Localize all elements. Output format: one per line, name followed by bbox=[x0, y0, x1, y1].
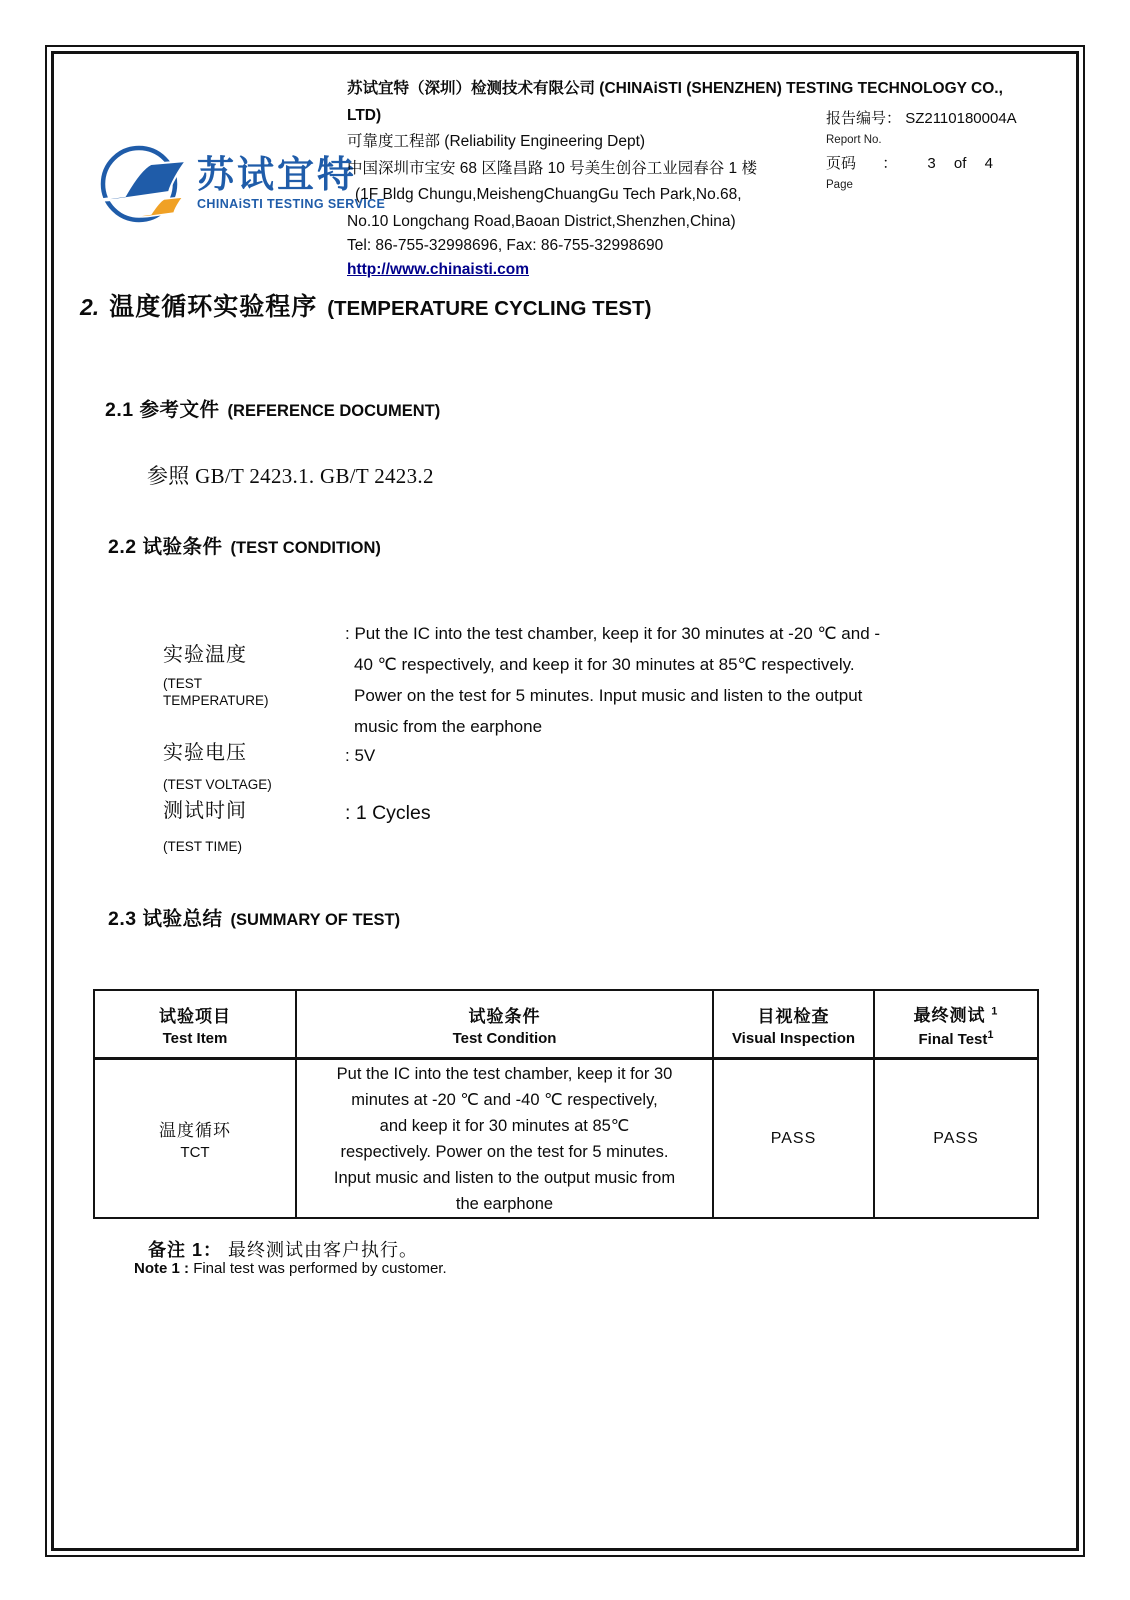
summary-table bbox=[93, 989, 1039, 1219]
test-temperature-label-en2: TEMPERATURE) bbox=[163, 692, 269, 708]
summary-table-data-row bbox=[94, 1059, 1038, 1219]
visual-inspection-result: PASS bbox=[770, 1129, 817, 1147]
test-item-cn: 温度循环 bbox=[159, 1121, 231, 1140]
company-website-link[interactable]: http://www.chinaisti.com bbox=[347, 261, 529, 278]
summary-table-header-row bbox=[94, 990, 1038, 1059]
cell-test-condition bbox=[296, 1059, 713, 1219]
company-logo bbox=[95, 138, 385, 229]
condition-line: Put the IC into the test chamber, keep it for 30 bbox=[336, 1064, 673, 1083]
test-condition-text bbox=[297, 1061, 712, 1217]
test-voltage-label bbox=[163, 736, 272, 794]
chinaisti-logo-icon bbox=[95, 138, 187, 229]
heading-summary-en: (SUMMARY OF TEST) bbox=[230, 911, 401, 929]
note-1-cn-text: 最终测试由客户执行。 bbox=[228, 1240, 419, 1260]
header-cell-test-item bbox=[94, 990, 296, 1059]
section-title-cn: 温度循环实验程序 bbox=[109, 293, 318, 321]
test-voltage-value: : 5V bbox=[345, 746, 376, 765]
test-temperature-value bbox=[345, 618, 1035, 742]
reference-standards-text: 参照 GB/T 2423.1. GB/T 2423.2 bbox=[147, 464, 434, 488]
page-of-word: of bbox=[953, 155, 967, 172]
section-title-en: (TEMPERATURE CYCLING TEST) bbox=[327, 297, 652, 320]
heading-summary-of-test bbox=[108, 903, 400, 931]
test-temperature-label bbox=[163, 638, 269, 709]
header-test-item-cn: 试验项目 bbox=[159, 1006, 231, 1026]
page-sublabel: Page bbox=[826, 179, 853, 191]
note-1-cn bbox=[148, 1236, 418, 1262]
report-no-line bbox=[826, 110, 1076, 128]
heading-summary-cn: 2.3 试验总结 bbox=[108, 908, 223, 930]
cell-visual-inspection-result bbox=[713, 1059, 874, 1219]
note-1-en-label: Note 1 : bbox=[134, 1260, 190, 1277]
company-name-line1: 苏试宜特（深圳）检测技术有限公司 (CHINAiSTI (SHENZHEN) TESTING TECHNOLOGY CO., bbox=[347, 80, 1003, 97]
heading-condition-cn: 2.2 试验条件 bbox=[108, 536, 223, 558]
company-address-en1: (1F Bldg Chungu,MeishengChuangGu Tech Park,No.68, bbox=[355, 186, 742, 203]
company-dept: 可靠度工程部 (Reliability Engineering Dept) bbox=[347, 133, 646, 150]
heading-reference-document bbox=[105, 394, 440, 422]
cell-test-item bbox=[94, 1059, 296, 1219]
note-1-en-text: Final test was performed by customer. bbox=[193, 1260, 447, 1277]
test-time-label-en: (TEST TIME) bbox=[163, 839, 243, 854]
test-time-label bbox=[163, 794, 247, 856]
header-test-condition-en: Test Condition bbox=[452, 1029, 557, 1047]
company-telfax: Tel: 86-755-32998696, Fax: 86-755-32998690 bbox=[347, 237, 664, 254]
final-test-result: PASS bbox=[933, 1129, 979, 1147]
cell-final-test-result bbox=[874, 1059, 1038, 1219]
condition-line: Input music and listen to the output music from bbox=[333, 1168, 676, 1187]
heading-reference-en: (REFERENCE DOCUMENT) bbox=[227, 402, 441, 420]
header-cell-visual-inspection bbox=[713, 990, 874, 1059]
header-cell-final-test bbox=[874, 990, 1038, 1059]
report-no-value: SZ2110180004A bbox=[905, 110, 1017, 127]
page-border-inner bbox=[51, 51, 1079, 1551]
test-voltage-label-en: (TEST VOLTAGE) bbox=[163, 777, 272, 792]
test-temperature-label-en1: (TEST bbox=[163, 676, 202, 691]
page-number-line bbox=[826, 155, 1076, 173]
header-final-test-cn: 最终测试 $^1$ bbox=[913, 1004, 999, 1025]
brand-name-cn: 苏试宜特 bbox=[197, 154, 357, 196]
condition-line: the earphone bbox=[455, 1194, 554, 1213]
header-final-test-en: Final Test$^1$ bbox=[918, 1028, 994, 1048]
company-name-line2: LTD) bbox=[347, 106, 382, 124]
header-test-condition-cn: 试验条件 bbox=[468, 1006, 541, 1026]
condition-line: minutes at -20 ℃ and -40 ℃ respectively, bbox=[351, 1090, 658, 1109]
test-temperature-label-cn: 实验温度 bbox=[163, 644, 247, 666]
section-number: 2. bbox=[80, 294, 100, 320]
test-item-en: TCT bbox=[180, 1144, 210, 1161]
header-visual-inspection-en: Visual Inspection bbox=[731, 1029, 856, 1047]
page-total: 4 bbox=[984, 155, 993, 172]
page-label: 页码 bbox=[826, 155, 857, 172]
company-address-en2: No.10 Longchang Road,Baoan District,Shenzhen,China) bbox=[347, 212, 736, 230]
heading-test-condition bbox=[108, 531, 381, 559]
report-no-sublabel: Report No. bbox=[826, 134, 882, 146]
test-time-value: : 1 Cycles bbox=[345, 802, 431, 824]
test-temperature-value-line3: Power on the test for 5 minutes. Input music and listen to the output bbox=[354, 686, 863, 705]
company-address-cn: 中国深圳市宝安 68 区隆昌路 10 号美生创谷工业园春谷 1 楼 bbox=[347, 159, 757, 177]
header-cell-test-condition bbox=[296, 990, 713, 1059]
test-temperature-value-line4: music from the earphone bbox=[354, 717, 543, 736]
header-visual-inspection-cn: 目视检查 bbox=[757, 1006, 830, 1026]
test-time-label-cn: 测试时间 bbox=[163, 800, 247, 822]
condition-line: respectively. Power on the test for 5 minutes. bbox=[340, 1142, 669, 1161]
test-temperature-value-line2: 40 ℃ respectively, and keep it for 30 minutes at 85℃ respectively. bbox=[354, 655, 855, 674]
page-current: 3 bbox=[927, 155, 936, 172]
note-1-en bbox=[134, 1260, 447, 1277]
test-temperature-value-line1: : Put the IC into the test chamber, keep it for 30 minutes at -20 ℃ and - bbox=[345, 624, 881, 643]
heading-reference-cn: 2.1 参考文件 bbox=[105, 399, 220, 421]
page-colon: ： bbox=[882, 155, 898, 172]
condition-line: and keep it for 30 minutes at 85℃ bbox=[379, 1116, 630, 1135]
report-no-label: 报告编号： bbox=[826, 110, 902, 127]
note-1-cn-label: 备注 1： bbox=[148, 1240, 223, 1260]
test-voltage-label-cn: 实验电压 bbox=[163, 742, 247, 764]
section-title bbox=[80, 287, 651, 323]
heading-condition-en: (TEST CONDITION) bbox=[230, 539, 381, 557]
header-test-item-en: Test Item bbox=[162, 1029, 228, 1047]
page-border-outer bbox=[45, 45, 1085, 1557]
brand-name-en: CHINAiSTI TESTING SERVICE bbox=[197, 197, 386, 212]
report-meta-block bbox=[826, 110, 1076, 200]
